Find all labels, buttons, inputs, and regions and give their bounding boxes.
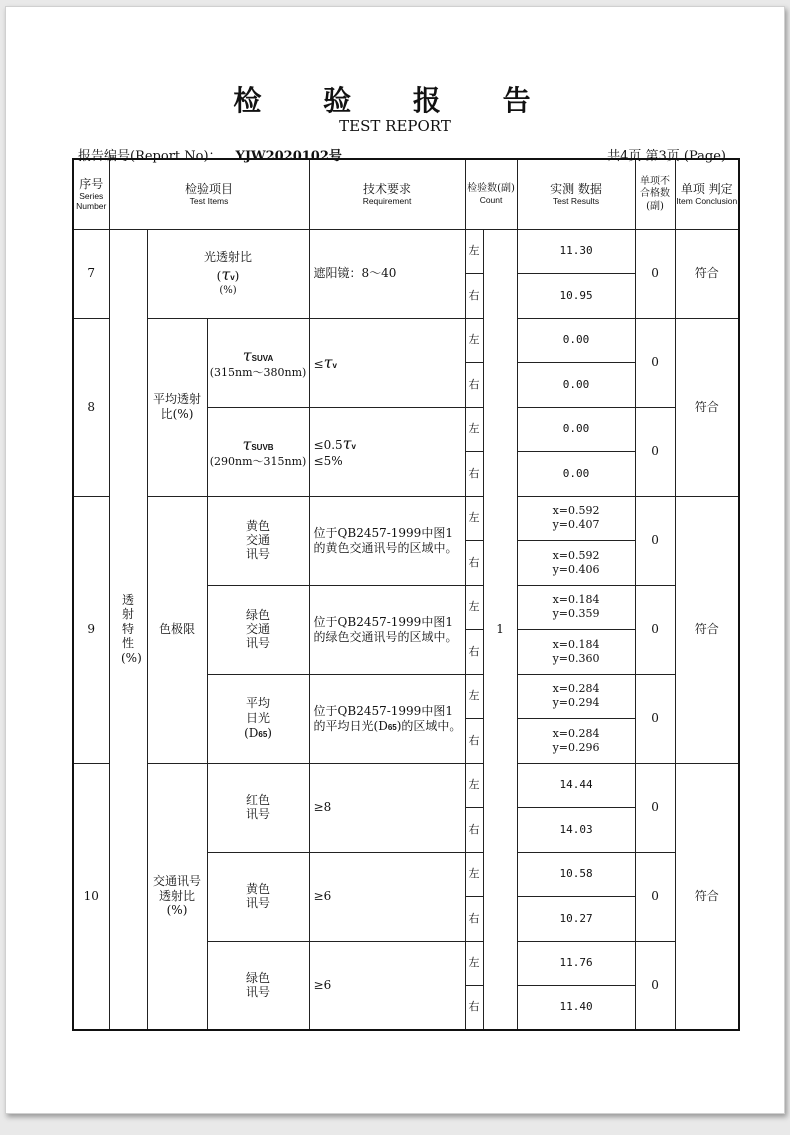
header-conclusion: 单项 判定 Item Conclusion [675, 159, 739, 229]
conclusion-cell: 符合 [675, 496, 739, 763]
requirement-cell: 位于QB2457-1999中图1的黄色交通讯号的区域中。 [309, 496, 465, 585]
result-left: x=0.284 y=0.294 [517, 674, 635, 718]
result-left: 11.76 [517, 941, 635, 985]
header-test-items: 检验项目 Test Items [109, 159, 309, 229]
subitem-cell: 黄色交通讯号 [207, 496, 309, 585]
item-cell: 平均透射比(%) [147, 318, 207, 496]
result-right: 0.00 [517, 451, 635, 496]
subitem-cell: 平均 日光 (D65) [207, 674, 309, 763]
seq-cell: 9 [73, 496, 109, 763]
seq-cell: 8 [73, 318, 109, 496]
header-seq: 序号 Series Number [73, 159, 109, 229]
requirement-cell: 位于QB2457-1999中图1的平均日光(D65)的区域中。 [309, 674, 465, 763]
header-count: 检验数(副) Count [465, 159, 517, 229]
nonconf-cell: 0 [635, 852, 675, 941]
nonconf-cell: 0 [635, 585, 675, 674]
result-right: 0.00 [517, 362, 635, 407]
subitem-cell: τSUVA (315nm～380nm) [207, 318, 309, 407]
subitem-cell: 绿色交通讯号 [207, 585, 309, 674]
report-number-label: 报告编号(Report No)： [78, 149, 222, 164]
table-row [73, 763, 739, 807]
left-label: 左 [465, 407, 483, 451]
left-label: 左 [465, 496, 483, 540]
group-label-cell [109, 229, 147, 1030]
requirement-cell: ≤τv [309, 318, 465, 407]
header-row [73, 159, 739, 229]
subitem-cell: 绿色讯号 [207, 941, 309, 1030]
requirement-cell: ≥6 [309, 941, 465, 1030]
report-title: 检 验 报 告 [233, 84, 557, 117]
report-number-value: YJW2020102号 [235, 149, 342, 164]
right-label: 右 [465, 985, 483, 1030]
subitem-cell: 红色讯号 [207, 763, 309, 852]
right-label: 右 [465, 896, 483, 941]
nonconf-cell: 0 [635, 941, 675, 1030]
result-left: 0.00 [517, 407, 635, 451]
header-test-results: 实测 数据 Test Results [517, 159, 635, 229]
right-label: 右 [465, 718, 483, 763]
table-row [73, 318, 739, 362]
conclusion-cell: 符合 [675, 763, 739, 1030]
nonconf-cell: 0 [635, 229, 675, 318]
result-right: x=0.592 y=0.406 [517, 540, 635, 585]
item-cell: 色极限 [147, 496, 207, 763]
group-label: 透射特性(%) [121, 592, 142, 665]
result-right: 14.03 [517, 807, 635, 852]
nonconf-cell: 0 [635, 674, 675, 763]
item-cell: 交通讯号透射比(%) [147, 763, 207, 1030]
result-left: x=0.592 y=0.407 [517, 496, 635, 540]
subitem-cell: 黄色讯号 [207, 852, 309, 941]
right-label: 右 [465, 629, 483, 674]
result-right: x=0.284 y=0.296 [517, 718, 635, 763]
conclusion-cell: 符合 [675, 318, 739, 496]
left-label: 左 [465, 674, 483, 718]
header-requirement: 技术要求 Requirement [309, 159, 465, 229]
table-row [73, 496, 739, 540]
result-left: x=0.184 y=0.359 [517, 585, 635, 629]
right-label: 右 [465, 807, 483, 852]
nonconf-cell: 0 [635, 318, 675, 407]
requirement-cell: ≤0.5τv ≤5% [309, 407, 465, 496]
table-row [73, 229, 739, 273]
right-label: 右 [465, 362, 483, 407]
seq-cell: 10 [73, 763, 109, 1030]
report-subtitle: TEST REPORT [339, 117, 451, 135]
tau-symbol: τ [221, 264, 231, 284]
right-label: 右 [465, 273, 483, 318]
requirement-cell: 遮阳镜：8～40 [309, 229, 465, 318]
conclusion-cell: 符合 [675, 229, 739, 318]
results-table [72, 158, 740, 1031]
left-label: 左 [465, 941, 483, 985]
result-right: 10.95 [517, 273, 635, 318]
left-label: 左 [465, 852, 483, 896]
result-right: 11.40 [517, 985, 635, 1030]
left-label: 左 [465, 229, 483, 273]
left-label: 左 [465, 585, 483, 629]
seq-cell: 7 [73, 229, 109, 318]
result-left: 11.30 [517, 229, 635, 273]
result-left: 10.58 [517, 852, 635, 896]
nonconf-cell: 0 [635, 496, 675, 585]
nonconf-cell: 0 [635, 407, 675, 496]
count-cell: 1 [483, 229, 517, 1030]
result-right: x=0.184 y=0.360 [517, 629, 635, 674]
left-label: 左 [465, 318, 483, 362]
subitem-cell: τSUVB (290nm～315nm) [207, 407, 309, 496]
header-nonconforming: 单项不合格数(副) [635, 159, 675, 229]
right-label: 右 [465, 451, 483, 496]
right-label: 右 [465, 540, 483, 585]
left-label: 左 [465, 763, 483, 807]
result-left: 0.00 [517, 318, 635, 362]
nonconf-cell: 0 [635, 763, 675, 852]
result-left: 14.44 [517, 763, 635, 807]
requirement-cell: ≥8 [309, 763, 465, 852]
result-right: 10.27 [517, 896, 635, 941]
requirement-cell: ≥6 [309, 852, 465, 941]
requirement-cell: 位于QB2457-1999中图1的绿色交通讯号的区域中。 [309, 585, 465, 674]
item-cell: 光透射比 (τv) (%) [147, 229, 309, 318]
page-info: 共4页 第3页 (Page) [607, 149, 726, 164]
